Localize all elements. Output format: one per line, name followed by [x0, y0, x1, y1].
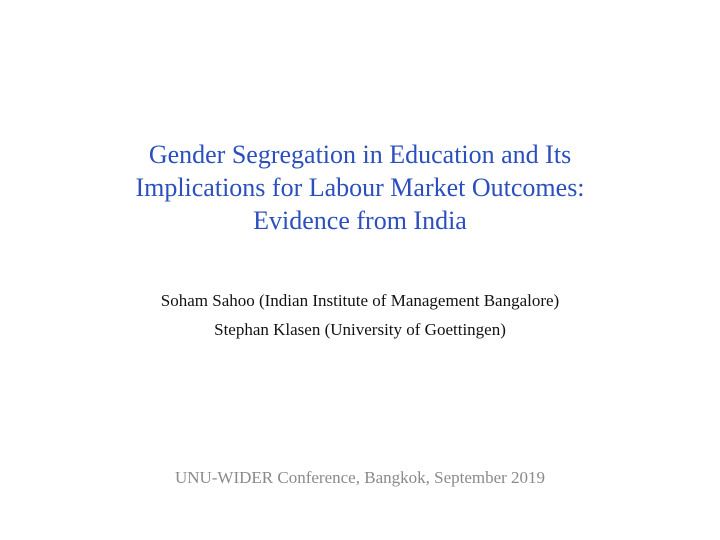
- author-line: Stephan Klasen (University of Goettingen): [214, 320, 506, 339]
- slide-title: [40, 138, 680, 237]
- author-line: Soham Sahoo (Indian Institute of Management Bangalore): [160, 291, 560, 310]
- conference-footer: UNU-WIDER Conference, Bangkok, September 2019: [174, 468, 546, 487]
- title-line: Evidence from India: [253, 206, 467, 235]
- title-line: Gender Segregation in Education and Its: [148, 140, 572, 169]
- author-list: [40, 286, 680, 344]
- title-line: Implications for Labour Market Outcomes:: [135, 173, 585, 202]
